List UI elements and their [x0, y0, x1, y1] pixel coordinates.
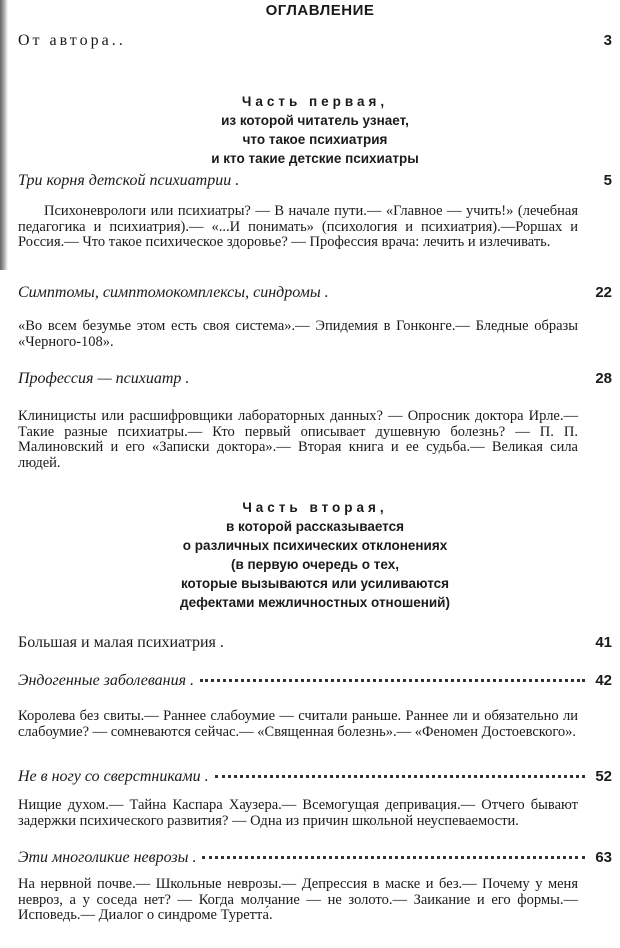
entry-label: Эти многоликие неврозы .	[18, 849, 197, 866]
part-one-heading: Часть первая, из которой читатель узнает, что такое психиатрия и кто такие детские психиатры	[211, 94, 419, 166]
entry-label: Большая и малая психиатрия .	[18, 634, 224, 651]
page-number: 63	[595, 849, 612, 866]
page-number: 52	[595, 768, 612, 785]
dot-leader	[200, 678, 585, 682]
page-number: 28	[595, 370, 612, 387]
toc-entry[interactable]	[18, 768, 612, 788]
entry-label: Симптомы, симптомокомплексы, синдромы .	[18, 284, 329, 301]
toc-entry[interactable]	[18, 284, 612, 304]
page-number: 22	[595, 284, 612, 301]
toc-entry-intro[interactable]	[18, 32, 612, 52]
toc-entry[interactable]	[18, 370, 612, 390]
toc-entry[interactable]	[18, 634, 612, 654]
page-number: 42	[595, 672, 612, 689]
part-two-heading: Часть вторая, в которой рассказывается о различных психических отклонениях (в первую очередь о тех, которые вызываются или усиливаются дефектами межличностных отношений)	[180, 500, 450, 610]
chapter-description: «Во всем безумье этом есть своя система».— Эпидемия в Гонконге.— Бледные образы «Черного-108».	[18, 318, 578, 350]
dot-leader	[215, 774, 586, 778]
toc-entry[interactable]	[18, 672, 612, 692]
chapter-description: Нищие духом.— Тайна Каспара Хаузера.— Всемогущая депривация.— Отчего бывают задержки психического развития? — Одна из причин школьной неуспеваемости.	[18, 797, 578, 829]
chapter-description: Клиницисты или расшифровщики лабораторных данных? — Опросник доктора Ирле.— Такие разные психиатры.— Кто первый описывает душевную болезнь? — П. П. Малиновский и его «Записки доктора».— Вторая книга и ее судьба.— Великая сила людей.	[18, 408, 578, 471]
entry-label: Эндогенные заболевания .	[18, 672, 195, 689]
entry-label: Профессия — психиатр .	[18, 370, 190, 387]
toc-entry[interactable]	[18, 172, 612, 192]
entry-label: Три корня детской психиатрии .	[18, 172, 240, 189]
page-title: ОГЛАВЛЕНИЕ	[265, 2, 375, 19]
entry-label: Не в ногу со сверстниками .	[18, 768, 209, 785]
dot-leader	[202, 855, 585, 859]
page-number: 3	[603, 32, 612, 49]
chapter-description: Психоневрологи или психиатры? — В начале пути.— «Главное — учить!» (лечебная педагогика и психиатрия).— «...И понимать» (психология и психиатрия).—Роршах и Россия.— Что такое психическое здоровье? — Профессия врача: лечить и излечивать.	[18, 203, 578, 250]
page-number: 5	[603, 172, 612, 189]
toc-entry[interactable]	[18, 849, 612, 869]
chapter-description: На нервной почве.— Школьные неврозы.— Депрессия в маске и без.— Почему у меня невроз, а у соседа нет? — Когда молчание — не золото.— Заикание и его формы.— Исповедь.— Диалог о синдроме Туретта́.	[18, 876, 578, 923]
page-number: 41	[595, 634, 612, 651]
entry-label: От автора..	[18, 32, 126, 49]
chapter-description: Королева без свиты.— Раннее слабоумие — считали раньше. Раннее ли и обязательно ли слабоумие? — сомневаются сейчас.— «Священная болезнь».— «Феномен Достоевского».	[18, 708, 578, 740]
